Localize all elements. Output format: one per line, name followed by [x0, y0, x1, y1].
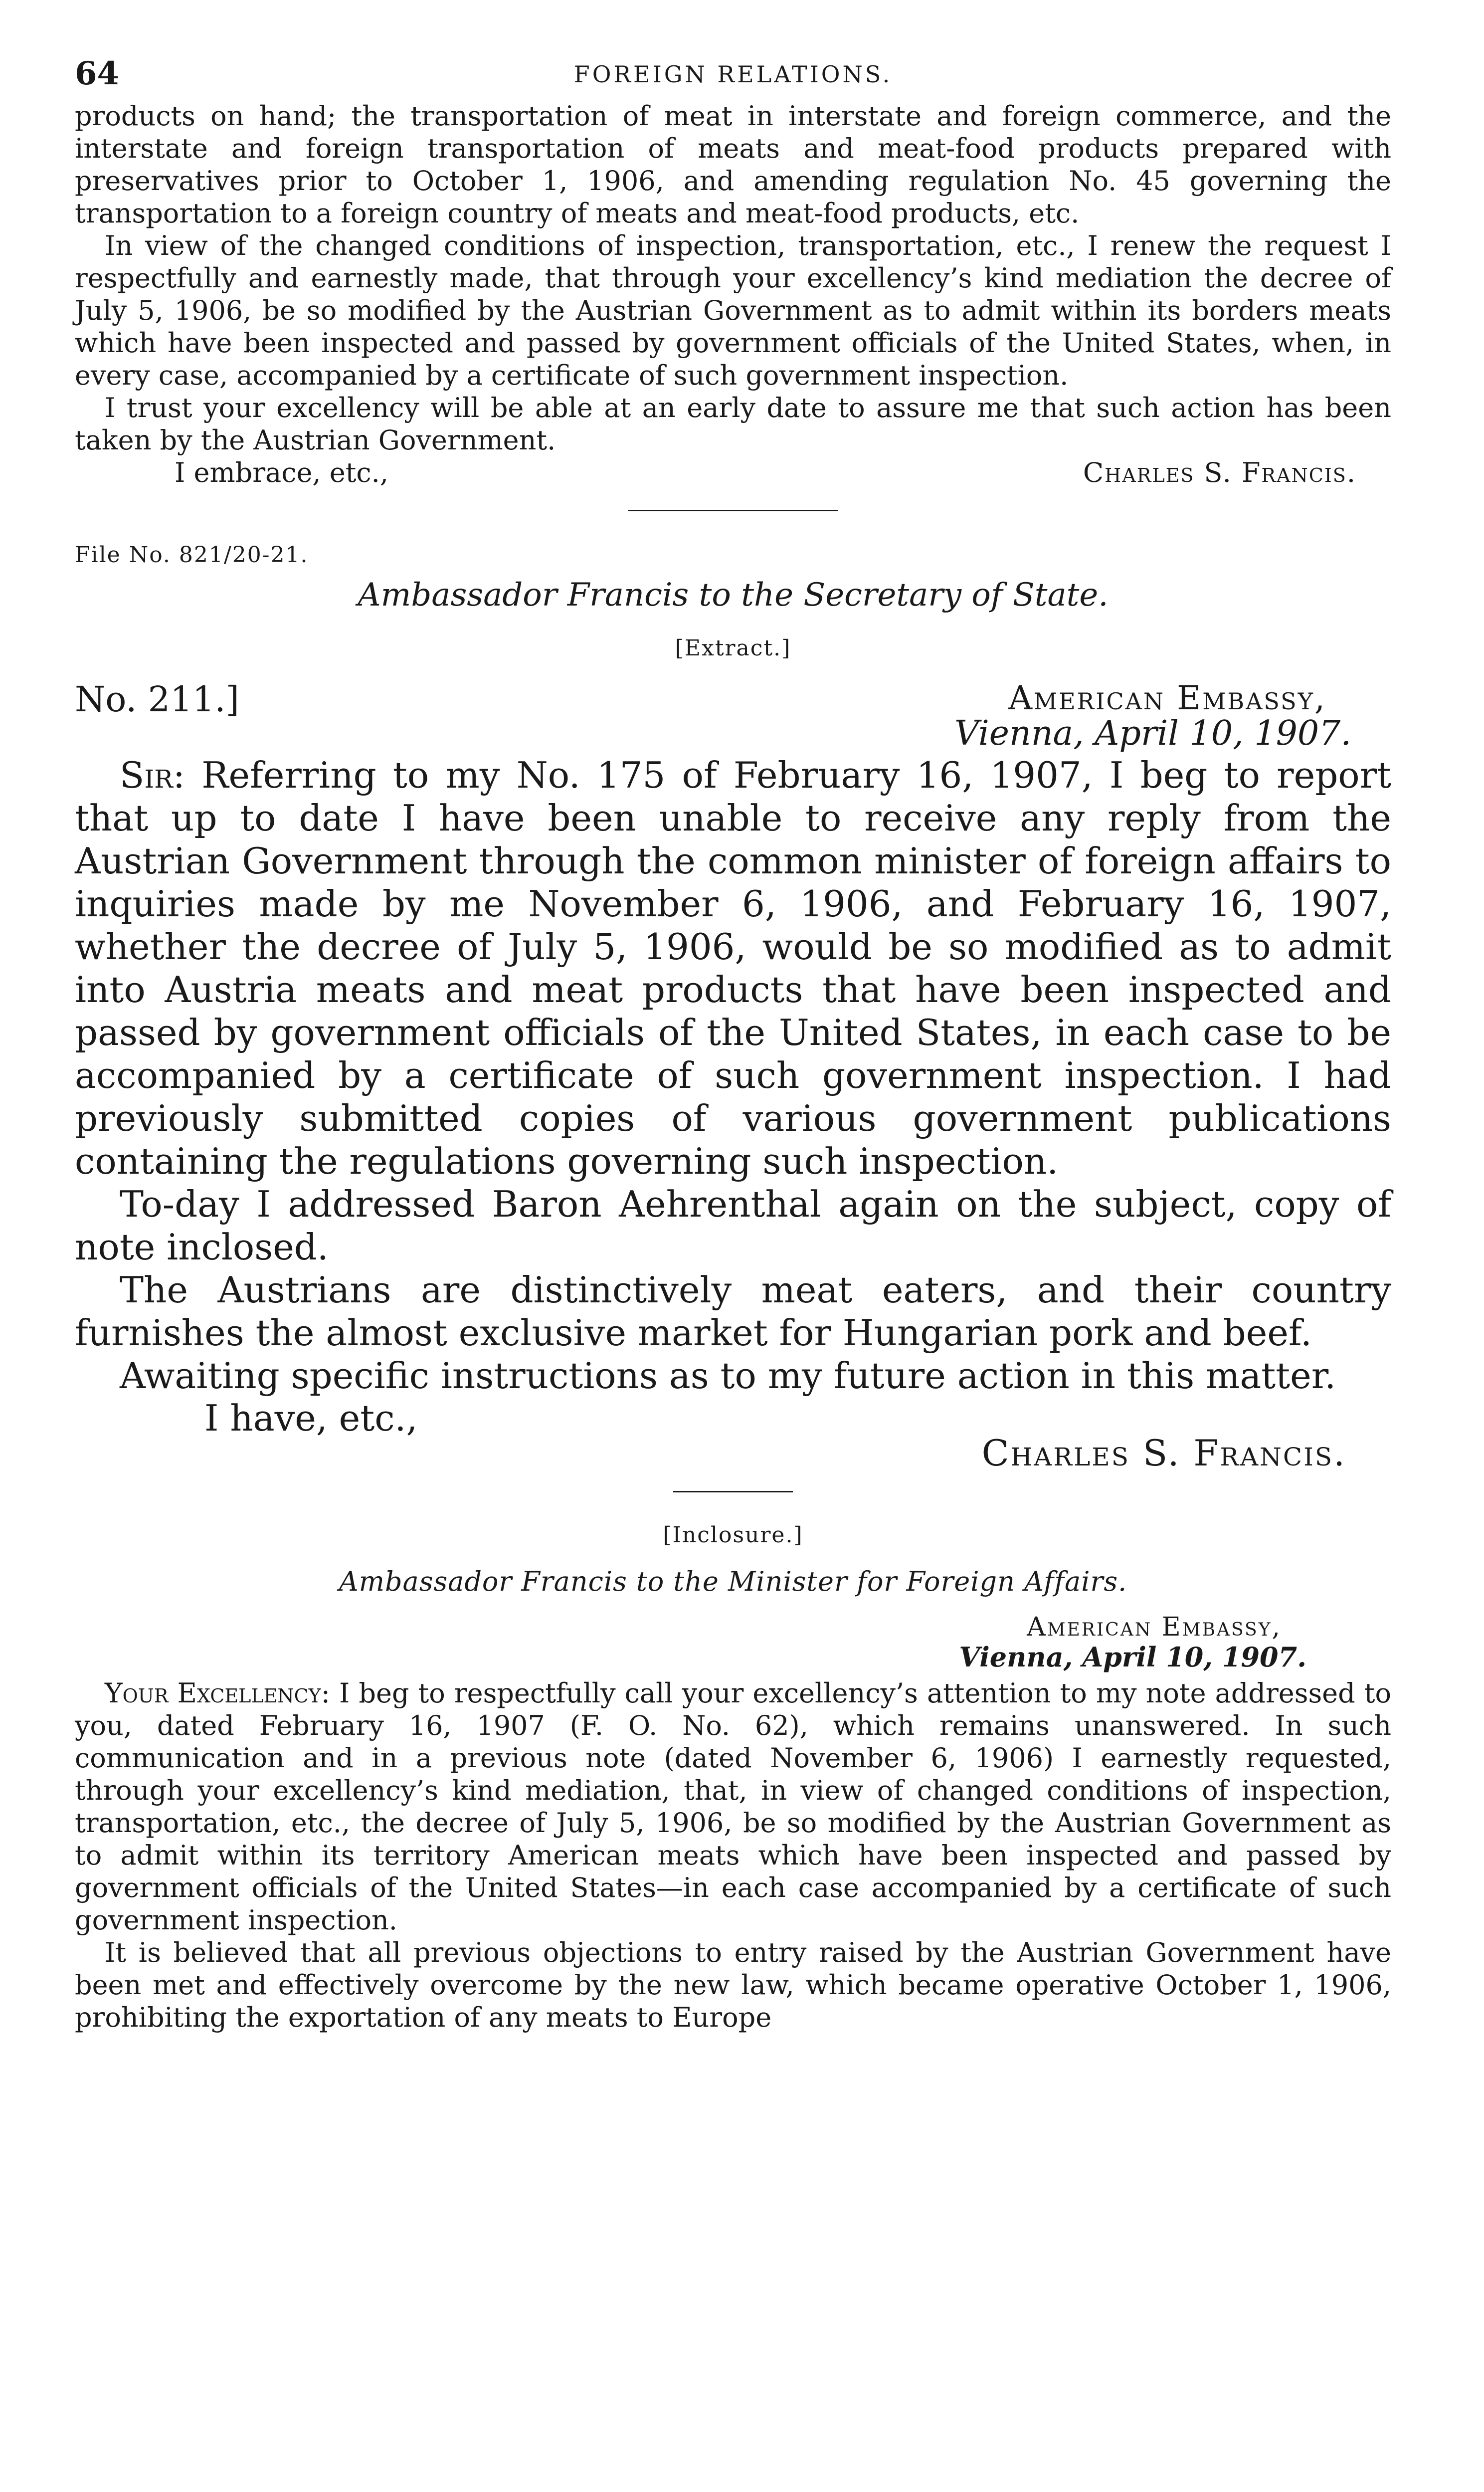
salutation: Sir: — [120, 754, 185, 796]
inclosure-heading — [75, 1612, 1391, 1677]
signature: Charles S. Francis. — [1083, 457, 1356, 488]
second-letter-paragraph-2: To-day I addressed Baron Aehrenthal again on the subject, copy of note inclosed. — [75, 1183, 1391, 1268]
extract-note: [Extract.] — [675, 635, 791, 661]
inclosure-title: Ambassador Francis to the Minister for Foreign Affairs. — [339, 1566, 1127, 1597]
running-head: FOREIGN RELATIONS. — [573, 61, 893, 88]
inclosure-paragraph-2: It is believed that all previous objections to entry raised by the Austrian Government have been met and effectively overcome by the new law, which became operative October 1, 1906, prohibiting the exportation of any meats to Europe — [75, 1937, 1391, 2033]
salutation: Your Excellency: — [105, 1677, 330, 1709]
first-letter-paragraph-1: products on hand; the transportation of meat in interstate and foreign commerce, and the interstate and foreign transportation of meats and meat-food products prepared with preservatives prior to October 1, 1906, and amending regulation No. 45 governing the transportation to a foreign country of meats and meat-food products, etc. — [75, 100, 1391, 229]
second-letter-paragraph-1 — [75, 754, 1391, 1183]
second-letter-paragraph-4: Awaiting specific instructions as to my future action in this matter. — [120, 1355, 1336, 1397]
first-letter-paragraph-2: In view of the changed conditions of inspection, transportation, etc., I renew the request I respectfully and earnestly made, that through your excellency’s kind mediation the decree of July 5, 1906, be so modified by the Austrian Government as to admit within its borders meats which have been inspected and passed by government officials of the United States, when, in every case, accompanied by a certificate of such government inspection. — [75, 230, 1391, 391]
section-divider — [628, 510, 838, 511]
second-letter-paragraph-3: The Austrians are distinctively meat eaters, and their country furnishes the almost exclusive market for Hungarian pork and beef. — [75, 1269, 1391, 1354]
closing-phrase: I embrace, etc., — [175, 457, 388, 488]
first-letter-paragraph-3: I trust your excellency will be able at an early date to assure me that such action has been taken by the Austrian Government. — [75, 392, 1391, 456]
page-number: 64 — [75, 55, 120, 92]
closing-phrase: I have, etc., — [204, 1397, 418, 1439]
embassy-name: American Embassy, — [1008, 679, 1326, 717]
inclosure-note: [Inclosure.] — [663, 1522, 803, 1548]
file-number: File No. 821/20-21. — [75, 542, 309, 568]
dispatch-number: No. 211.] — [75, 679, 239, 720]
inclosure-body — [75, 1677, 1391, 2034]
dateline: Vienna, April 10, 1907. — [959, 1641, 1306, 1673]
first-letter-body — [75, 100, 1391, 456]
inclosure-paragraph-1 — [75, 1677, 1391, 1936]
second-letter-closing — [75, 1397, 1391, 1487]
paragraph-text: I beg to respectfully call your excellency’s attention to my note addressed to you, dated February 16, 1907 (F. O. No. 62), which remains unanswered. In such communication and in a previous note (dated November 6, 1906) I earnestly requested, through your excellency’s kind mediation, that, in view of changed conditions of inspection, transportation, etc., the decree of July 5, 1906, be so modified by the Austrian Government as to admit within its territory American meats which have been inspected and passed by government officials of the United States—in each case accompanied by a certificate of such government inspection. — [75, 1677, 1391, 1936]
document-page — [75, 55, 1391, 2034]
page-header — [75, 55, 1391, 100]
second-letter-body — [75, 754, 1391, 1397]
letter-heading — [75, 679, 1391, 754]
paragraph-text: Referring to my No. 175 of February 16, 1907, I beg to report that up to date I have been unable to receive any reply from the Austrian Government through the common minister of foreign affairs to inquiries made by me November 6, 1906, and February 16, 1907, whether the decree of July 5, 1906, would be so modified as to admit into Austria meats and meat products that have been inspected and passed by government officials of the United States, in each case to be accompanied by a certificate of such government inspection. I had previously submitted copies of various government publications containing the regulations governing such inspection. — [75, 754, 1391, 1182]
embassy-name: American Embassy, — [1027, 1612, 1282, 1642]
document-title: Ambassador Francis to the Secretary of State. — [358, 577, 1109, 614]
signature: Charles S. Francis. — [981, 1432, 1346, 1474]
dateline: Vienna, April 10, 1907. — [954, 714, 1351, 753]
first-letter-closing — [75, 456, 1391, 494]
